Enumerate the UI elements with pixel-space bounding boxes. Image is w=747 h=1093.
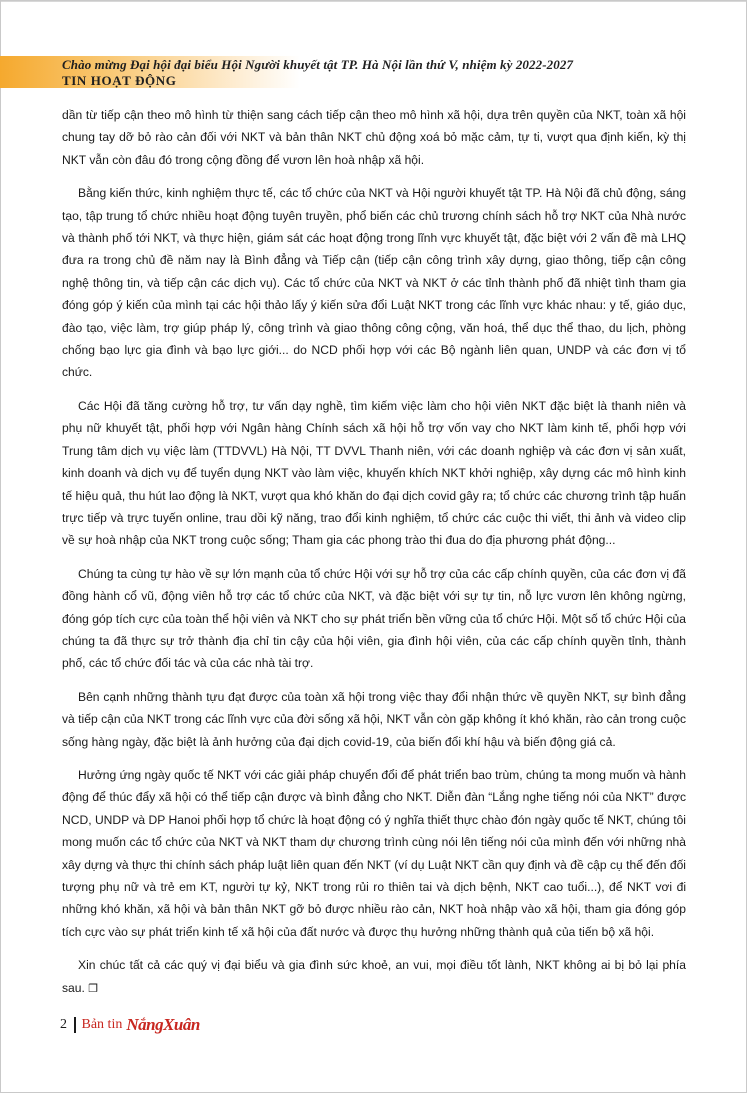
header-section-title: TIN HOẠT ĐỘNG <box>62 73 177 88</box>
paragraph-7 <box>62 954 686 1000</box>
paragraph-6: Hưởng ứng ngày quốc tế NKT với các giải pháp chuyển đổi để phát triển bao trùm, chúng ta mong muốn và hành động để thúc đẩy xã hội có thể tiếp cận được và bình đẳng cho NKT. Diễn đàn “Lắng nghe tiếng nói của NKT” được NCD, UNDP và DP Hanoi phối hợp tổ chức là hoạt động có ý nghĩa thiết thực chào đón ngày quốc tế NKT, chúng tôi mong muốn các tổ chức của NKT và NKT tham dự chương trình cùng nói lên tiếng nói của mình đến với những nhà xây dựng và thực thi chính sách pháp luật liên quan đến NKT (ví dụ Luật NKT cần quy định và đề cập cụ thể đến đối tượng phụ nữ và trẻ em KT, người tự kỷ, NKT trong rủi ro thiên tai và dịch bệnh, NKT cao tuổi...), để NKT vơi đi những khó khăn, xã hội và bản thân NKT gỡ bỏ được nhiều rào cản, NKT hoà nhập vào xã hội, tham gia đóng góp tích cực vào sự phát triển kinh tế xã hội của đất nước và được thụ hưởng những thành quả của tiến bộ xã hội. <box>62 767 686 939</box>
footer-divider <box>74 1017 76 1033</box>
paragraph-5: Bên cạnh những thành tựu đạt được của toàn xã hội trong việc thay đổi nhận thức về quyền NKT, sự bình đẳng và tiếp cận của NKT trong các lĩnh vực của đời sống xã hội, NKT vẫn còn gặp không ít khó khăn, rào cản trong cuộc sống hàng ngày, đặc biệt là ảnh hưởng của đại dịch covid-19, của biến đổi khí hậu và biến động giá cả. <box>62 689 686 749</box>
page-footer <box>60 1013 200 1037</box>
page-number: 2 <box>60 1017 67 1032</box>
article-body <box>62 104 686 1011</box>
top-rule <box>0 0 747 2</box>
paragraph-2: Bằng kiến thức, kinh nghiệm thực tế, các tổ chức của NKT và Hội người khuyết tật TP. Hà Nội đã chủ động, sáng tạo, tập trung tổ chức nhiều hoạt động tuyên truyền, phổ biến các chủ trương chính sách hỗ trợ NKT của Nhà nước và thành phố tới NKT, và thực hiện, giám sát các hoạt động trong lĩnh vực khuyết tật, đặc biệt với 2 vấn đề mà LHQ đưa ra trong chủ đề năm nay là Bình đẳng và Tiếp cận (tiếp cận công trình xây dựng, giao thông, tiếp cận công nghệ thông tin, và tiếp cận các dịch vụ). Các tổ chức của NKT và NKT ở các tỉnh thành phố đã nhiệt tình tham gia đóng góp ý kiến của mình tại các hội thảo lấy ý kiến sửa đổi Luật NKT trong các lĩnh vực khác nhau: y tế, giáo dục, đào tạo, việc làm, trợ giúp pháp lý, công trình và giao thông công cộng, văn hoá, thể dục thể thao, du lịch, phòng chống bạo lực gia đình và bạo lực giới... do NCD phối hợp với các Bộ ngành liên quan, UNDP và các đơn vị tổ chức. <box>62 186 686 380</box>
paragraph-1: dần từ tiếp cận theo mô hình từ thiện sang cách tiếp cận theo mô hình xã hội, dựa trên quyền của NKT, toàn xã hội chung tay dỡ bỏ rào cản đối với NKT và bản thân NKT chủ động xoá bỏ mặc cảm, tự ti, vượt qua định kiến, kỳ thị NKT vẫn còn đâu đó trong cộng đồng để vươn lên hoà nhập xã hội. <box>62 108 686 167</box>
paragraph-4: Chúng ta cùng tự hào về sự lớn mạnh của tổ chức Hội với sự hỗ trợ của các cấp chính quyền, của các đơn vị đã đồng hành cổ vũ, động viên hỗ trợ các tổ chức của NKT, và đặc biệt với sự tự tin, nỗ lực vươn lên không ngừng, đóng góp tích cực của toàn thể hội viên và NKT cho sự phát triển bền vững của tổ chức Hội. Một số tổ chức Hội của chúng ta đã thực sự trở thành địa chỉ tin cậy của hội viên, gia đình hội viên, của các cấp chính quyền tỉnh, thành phố, các tổ chức đối tác và của các nhà tài trợ. <box>62 566 686 671</box>
publication-logo: NắngXuân <box>126 1015 200 1034</box>
end-of-article-icon: ❐ <box>88 981 99 995</box>
running-header <box>62 57 702 89</box>
paragraph-3: Các Hội đã tăng cường hỗ trợ, tư vấn dạy nghề, tìm kiếm việc làm cho hội viên NKT đặc biệt là thanh niên và phụ nữ khuyết tật, phối hợp với Ngân hàng Chính sách xã hội hỗ trợ vốn vay cho NKT làm kinh tế, phối hợp với Trung tâm dịch vụ việc làm (TTDVVL) Hà Nội, TT DVVL Thanh niên, với các doanh nghiệp và các đơn vị sản xuất, kinh doanh và dịch vụ để tuyển dụng NKT vào làm việc, khuyến khích NKT khởi nghiệp, xây dựng các mô hình kinh tế hiệu quả, thu hút lao động là NKT, vượt qua khó khăn do đại dịch covid gây ra; tổ chức các chương trình tập huấn trực tiếp và trực tuyến online, trau dồi kỹ năng, trao đổi kinh nghiệm, tổ chức các cuộc thi viết, thi ảnh và video clip về sự hoà nhập của NKT trong cuộc sống; Tham gia các phong trào thi đua do địa phương phát động... <box>62 398 686 548</box>
publication-prefix: Bản tin <box>81 1017 123 1032</box>
header-subtitle: Chào mừng Đại hội đại biểu Hội Người khuyết tật TP. Hà Nội lần thứ V, nhiệm kỳ 2022-2027 <box>62 57 574 72</box>
paragraph-7-text: Xin chúc tất cả các quý vị đại biểu và gia đình sức khoẻ, an vui, mọi điều tốt lành, NKT không ai bị bỏ lại phía sau. <box>62 958 686 995</box>
